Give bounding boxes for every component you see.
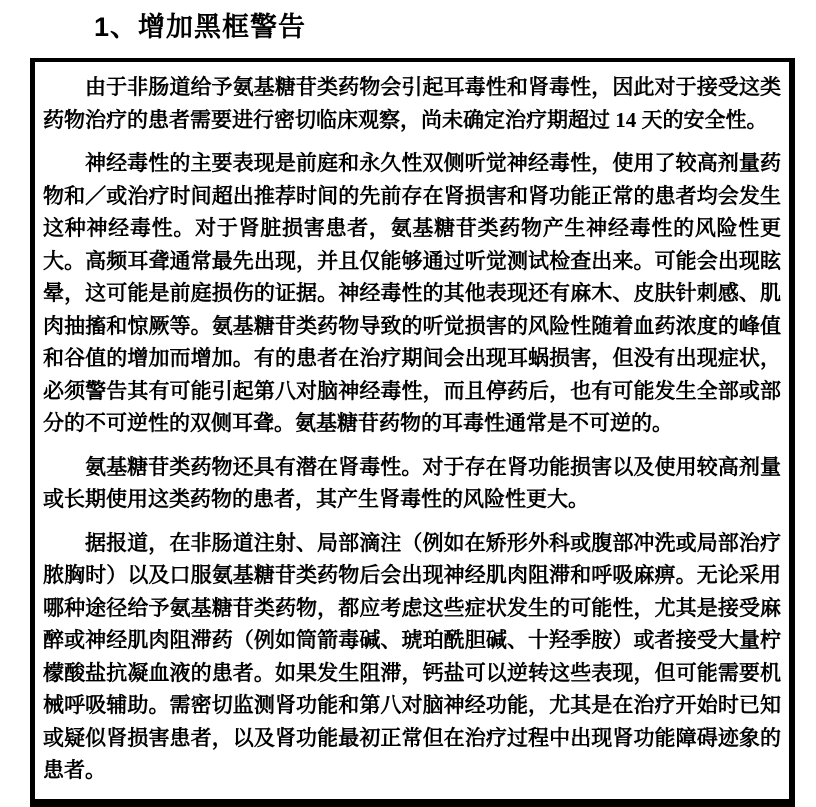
warning-paragraph-neuromuscular-blockade: 据报道，在非肠道注射、局部滴注（例如在矫形外科或腹部冲洗或局部治疗脓胸时）以及口服氨基糖苷类药物后会出现神经肌肉阻滞和呼吸麻痹。无论采用哪种途径给予氨基糖苷类药物，都应考虑这些症状发生的可能性，尤其是接受麻醉或神经肌肉阻滞药（例如筒箭毒碱、琥珀酰胆碱、十羟季胺）或者接受大量柠檬酸盐抗凝血液的患者。如果发生阻滞，钙盐可以逆转这些表现，但可能需要机械呼吸辅助。需密切监测肾功能和第八对脑神经功能，尤其是在治疗开始时已知或疑似肾损害患者，以及肾功能最初正常但在治疗过程中出现肾功能障碍迹象的患者。 [43,530,781,782]
section-heading: 1、增加黑框警告 [94,12,307,42]
warning-paragraph-neurotoxicity: 神经毒性的主要表现是前庭和永久性双侧听觉神经毒性，使用了较高剂量药物和／或治疗时间超出推荐时间的先前存在肾损害和肾功能正常的患者均会发生这种神经毒性。对于肾脏损害患者，氨基糖苷类药物产生神经毒性的风险性更大。高频耳聋通常最先出现，并且仅能够通过听觉测试检查出来。可能会出现眩晕，这可能是前庭损伤的证据。神经毒性的其他表现还有麻木、皮肤针刺感、肌肉抽搐和惊厥等。氨基糖苷类药物导致的听觉损害的风险性随着血药浓度的峰值和谷值的增加而增加。有的患者在治疗期间会出现耳蜗损害，但没有出现症状，必须警告其有可能引起第八对脑神经毒性，而且停药后，也有可能发生全部或部分的不可逆性的双侧耳聋。氨基糖苷药物的耳毒性通常是不可逆的。 [43,151,781,435]
black-box-warning [30,58,795,807]
warning-paragraph-nephrotoxicity: 氨基糖苷类药物还具有潜在肾毒性。对于存在肾功能损害以及使用较高剂量或长期使用这类药物的患者，其产生肾毒性的风险性更大。 [43,454,781,511]
warning-paragraph-ototoxicity-intro: 由于非肠道给予氨基糖苷类药物会引起耳毒性和肾毒性，因此对于接受这类药物治疗的患者需要进行密切临床观察，尚未确定治疗期超过 14 天的安全性。 [43,75,781,132]
